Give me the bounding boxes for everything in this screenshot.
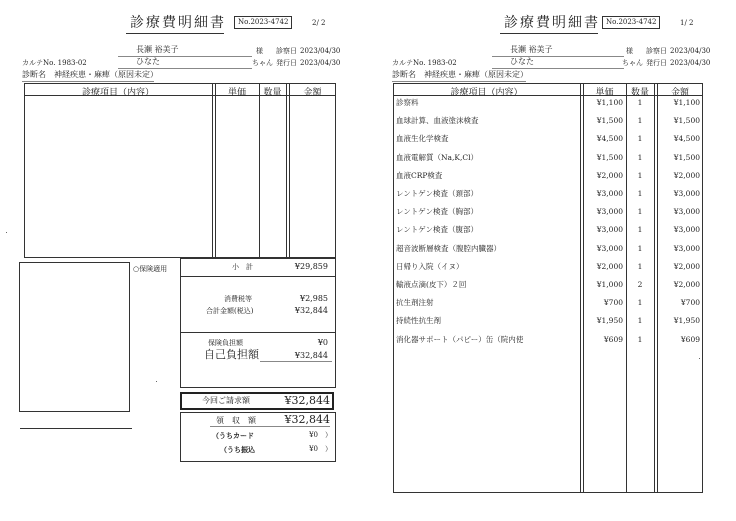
row-quantity: 1 (637, 98, 643, 107)
row-amount: ¥3,000 (673, 244, 700, 253)
row-quantity: 1 (637, 189, 643, 198)
header-amount: 金額 (670, 88, 689, 98)
row-amount: ¥1,500 (673, 116, 700, 125)
document-number: No.2023-4742 (602, 16, 660, 29)
row-quantity: 1 (637, 316, 643, 325)
tax-value: ¥2,985 (300, 294, 328, 303)
row-amount: ¥1,100 (673, 98, 700, 107)
insurance-applied-label: ○保険適用 (133, 265, 168, 273)
row-quantity: 2 (637, 280, 643, 289)
row-unit-price: ¥1,950 (596, 316, 623, 325)
row-unit-price: ¥2,000 (596, 262, 623, 271)
row-quantity: 1 (637, 244, 643, 253)
invoice-page-2 (0, 0, 360, 521)
card-label: （うちカード (212, 431, 254, 440)
row-item: 血液電解質（Na,K,Cl） (396, 153, 479, 162)
header-qty: 数量 (263, 88, 282, 98)
self-pay-label: 自己負担額 (204, 348, 259, 361)
signature-line (20, 428, 132, 429)
row-unit-price: ¥4,500 (596, 134, 623, 143)
row-quantity: 1 (637, 116, 643, 125)
pet-name: ひなた (510, 57, 534, 66)
subtotal-label: 小 計 (232, 263, 253, 271)
row-item: 診察料 (396, 98, 419, 107)
page-number: 1/ 2 (680, 19, 694, 27)
chart-number: カルテNo. 1983-02 (22, 59, 87, 67)
row-amount: ¥609 (680, 335, 700, 344)
row-item: 輸液点滴(皮下）２回 (396, 280, 467, 289)
row-item: 血液生化学検査 (396, 134, 449, 143)
row-quantity: 1 (637, 298, 643, 307)
diagnosis: 診断名 神経疾患・麻痺（原因未定） (22, 70, 158, 79)
insurance-pay-label: 保険負担額 (208, 339, 243, 347)
row-item: レントゲン検査（頚部） (396, 189, 479, 198)
row-item: 抗生剤注射 (396, 298, 434, 307)
row-item: 消化器サポート（パピー）缶（院内使 (396, 335, 524, 344)
row-unit-price: ¥1,100 (596, 98, 623, 107)
subtotal-value: ¥29,859 (294, 262, 328, 271)
received-value: ¥32,844 (284, 413, 330, 426)
pet-name: ひなた (136, 57, 160, 66)
honorific-chan: ちゃん (252, 59, 273, 67)
issue-date-label: 発行日 (646, 59, 667, 67)
row-amount: ¥2,000 (673, 262, 700, 271)
row-quantity: 1 (637, 153, 643, 162)
row-quantity: 1 (637, 335, 643, 344)
document-number: No.2023-4742 (234, 16, 292, 29)
issue-date: 2023/04/30 (300, 59, 341, 67)
honorific-chan: ちゃん (622, 59, 643, 67)
row-item: レントゲン検査（腹部） (396, 225, 479, 234)
total-label: 合計金額(税込) (206, 307, 254, 315)
row-unit-price: ¥3,000 (596, 207, 623, 216)
billing-value: ¥32,844 (284, 394, 330, 407)
honorific-sama: 様 (256, 47, 263, 55)
row-unit-price: ¥3,000 (596, 244, 623, 253)
row-quantity: 1 (637, 134, 643, 143)
row-quantity: 1 (637, 171, 643, 180)
row-item: 持続性抗生剤 (396, 316, 441, 325)
header-amount: 金額 (303, 88, 322, 98)
header-unit: 単価 (595, 88, 614, 98)
patient-name: 長瀬 裕美子 (136, 45, 179, 54)
row-unit-price: ¥1,500 (596, 153, 623, 162)
header-unit: 単価 (227, 88, 246, 98)
page-title: 診療費明細書 (130, 15, 226, 31)
row-item: 日帰り入院（イヌ） (396, 262, 464, 271)
header-item: 診療項目（内容） (450, 88, 523, 98)
chart-number: カルテNo. 1983-02 (392, 59, 457, 67)
issue-date: 2023/04/30 (670, 59, 711, 67)
row-quantity: 1 (637, 262, 643, 271)
row-unit-price: ¥609 (603, 335, 623, 344)
page-number: 2/ 2 (312, 19, 326, 27)
diagnosis: 診断名 神経疾患・麻痺（原因未定） (392, 70, 528, 79)
row-item: 血液CRP検査 (396, 171, 443, 180)
exam-date-label: 診察日 (646, 47, 667, 55)
row-item: 超音波断層検査（腹腔内臓器） (396, 244, 501, 253)
billing-label: 今回ご請求額 (202, 396, 250, 405)
row-quantity: 1 (637, 225, 643, 234)
row-amount: ¥2,000 (673, 171, 700, 180)
row-item: レントゲン検査（胸部） (396, 207, 479, 216)
row-amount: ¥3,000 (673, 207, 700, 216)
total-value: ¥32,844 (294, 306, 328, 315)
clinic-stamp-box (19, 262, 130, 412)
exam-date: 2023/04/30 (300, 47, 341, 55)
card-value: ¥0 ） (309, 431, 332, 439)
row-amount: ¥3,000 (673, 189, 700, 198)
page-title: 診療費明細書 (504, 15, 600, 31)
exam-date-label: 診察日 (276, 47, 297, 55)
header-qty: 数量 (630, 88, 649, 98)
row-unit-price: ¥3,000 (596, 225, 623, 234)
issue-date-label: 発行日 (276, 59, 297, 67)
insurance-pay-value: ¥0 (317, 338, 328, 347)
invoice-page-1 (378, 0, 736, 521)
row-item: 血球計算、血液塗沫検査 (396, 116, 479, 125)
header-item: 診療項目（内容） (81, 88, 154, 98)
self-pay-value: ¥32,844 (294, 351, 328, 360)
received-label: 領 収 額 (216, 416, 256, 425)
row-amount: ¥2,000 (673, 280, 700, 289)
row-amount: ¥1,500 (673, 153, 700, 162)
honorific-sama: 様 (626, 47, 633, 55)
row-unit-price: ¥700 (603, 298, 623, 307)
row-unit-price: ¥1,000 (596, 280, 623, 289)
tax-label: 消費税等 (224, 295, 252, 303)
patient-name: 長瀬 裕美子 (510, 45, 553, 54)
totals-box (180, 258, 336, 388)
row-amount: ¥1,950 (673, 316, 700, 325)
exam-date: 2023/04/30 (670, 47, 711, 55)
row-amount: ¥4,500 (673, 134, 700, 143)
row-unit-price: ¥3,000 (596, 189, 623, 198)
row-unit-price: ¥2,000 (596, 171, 623, 180)
row-unit-price: ¥1,500 (596, 116, 623, 125)
transfer-value: ¥0 ） (309, 445, 332, 453)
transfer-label: （うち振込 (220, 445, 255, 454)
row-amount: ¥3,000 (673, 225, 700, 234)
row-quantity: 1 (637, 207, 643, 216)
row-amount: ¥700 (680, 298, 700, 307)
